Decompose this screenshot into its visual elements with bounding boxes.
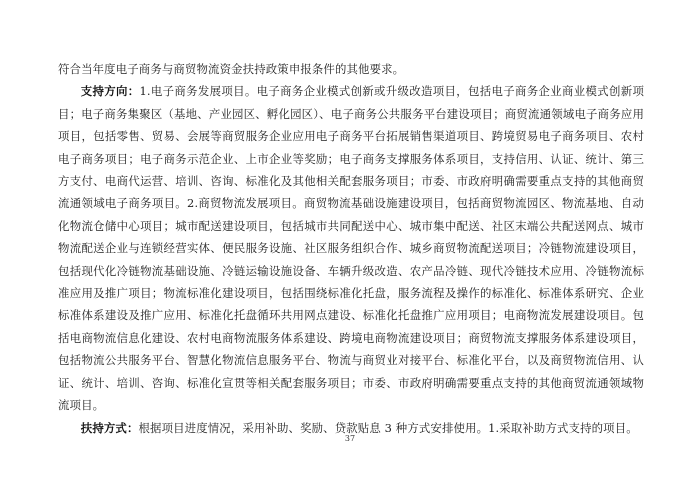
paragraph-support-direction [58,80,644,416]
paragraph-text: 1.电子商务发展项目。电子商务企业模式创新或升级改造项目，包括电子商务企业商业模式创新项目；电子商务集聚区（基地、产业园区、孵化园区）、电子商务公共服务平台建设项目；商贸流通领域电子商务应用项目，包括零售、贸易、会展等商贸服务企业应用电子商务平台拓展销售渠道项目、跨境贸易电子商务项目、农村电子商务项目；电子商务示范企业、上市企业等奖励；电子商务支撑服务体系项目，支持信用、认证、统计、第三方支付、电商代运营、培训、咨询、标准化及其他相关配套服务项目；市委、市政府明确需要重点支持的其他商贸流通领域电子商务项目。2.商贸物流发展项目。商贸物流基础设施建设项目，包括商贸物流园区、物流基地、自动化物流仓储中心项目；城市配送建设项目，包括城市共同配送中心、城市集中配送、社区末端公共配送网点、城市物流配送企业与连锁经营实体、便民服务设施、社区服务组织合作、城乡商贸物流配送项目；冷链物流建设项目，包括现代化冷链物流基础设施、冷链运输设施设备、车辆升级改造、农产品冷链、现代冷链技术应用、冷链物流标准应用及推广项目；物流标准化建设项目，包括围绕标准化托盘，服务流程及操作的标准化、标准体系研究、企业标准体系建设及推广应用、标准化托盘循环共用网点建设、标准化托盘推广应用项目；电商物流发展建设项目。包括电商物流信息化建设、农村电商物流服务体系建设、跨境电商物流建设项目；商贸物流支撑服务体系建设项目，包括物流公共服务平台、智慧化物流信息服务平台、物流与商贸业对接平台、标准化平台，以及商贸物流信用、认证、统计、培训、咨询、标准化宣贯等相关配套服务项目；市委、市政府明确需要重点支持的其他商贸流通领域物流项目。 [58,84,644,413]
paragraph-heading: 扶持方式： [80,420,139,435]
body-text [58,58,644,439]
paragraph-heading: 支持方向： [80,84,140,99]
page-number: 37 [344,434,356,443]
paragraph-requirements [58,58,644,80]
paragraph-text: 符合当年度电子商务与商贸物流资金扶持政策申报条件的其他要求。 [58,62,405,76]
paragraph-text: 根据项目进度情况，采用补助、奖励、贷款贴息 3 种方式安排使用。1.采取补助方式支持的项目。 [138,420,638,435]
